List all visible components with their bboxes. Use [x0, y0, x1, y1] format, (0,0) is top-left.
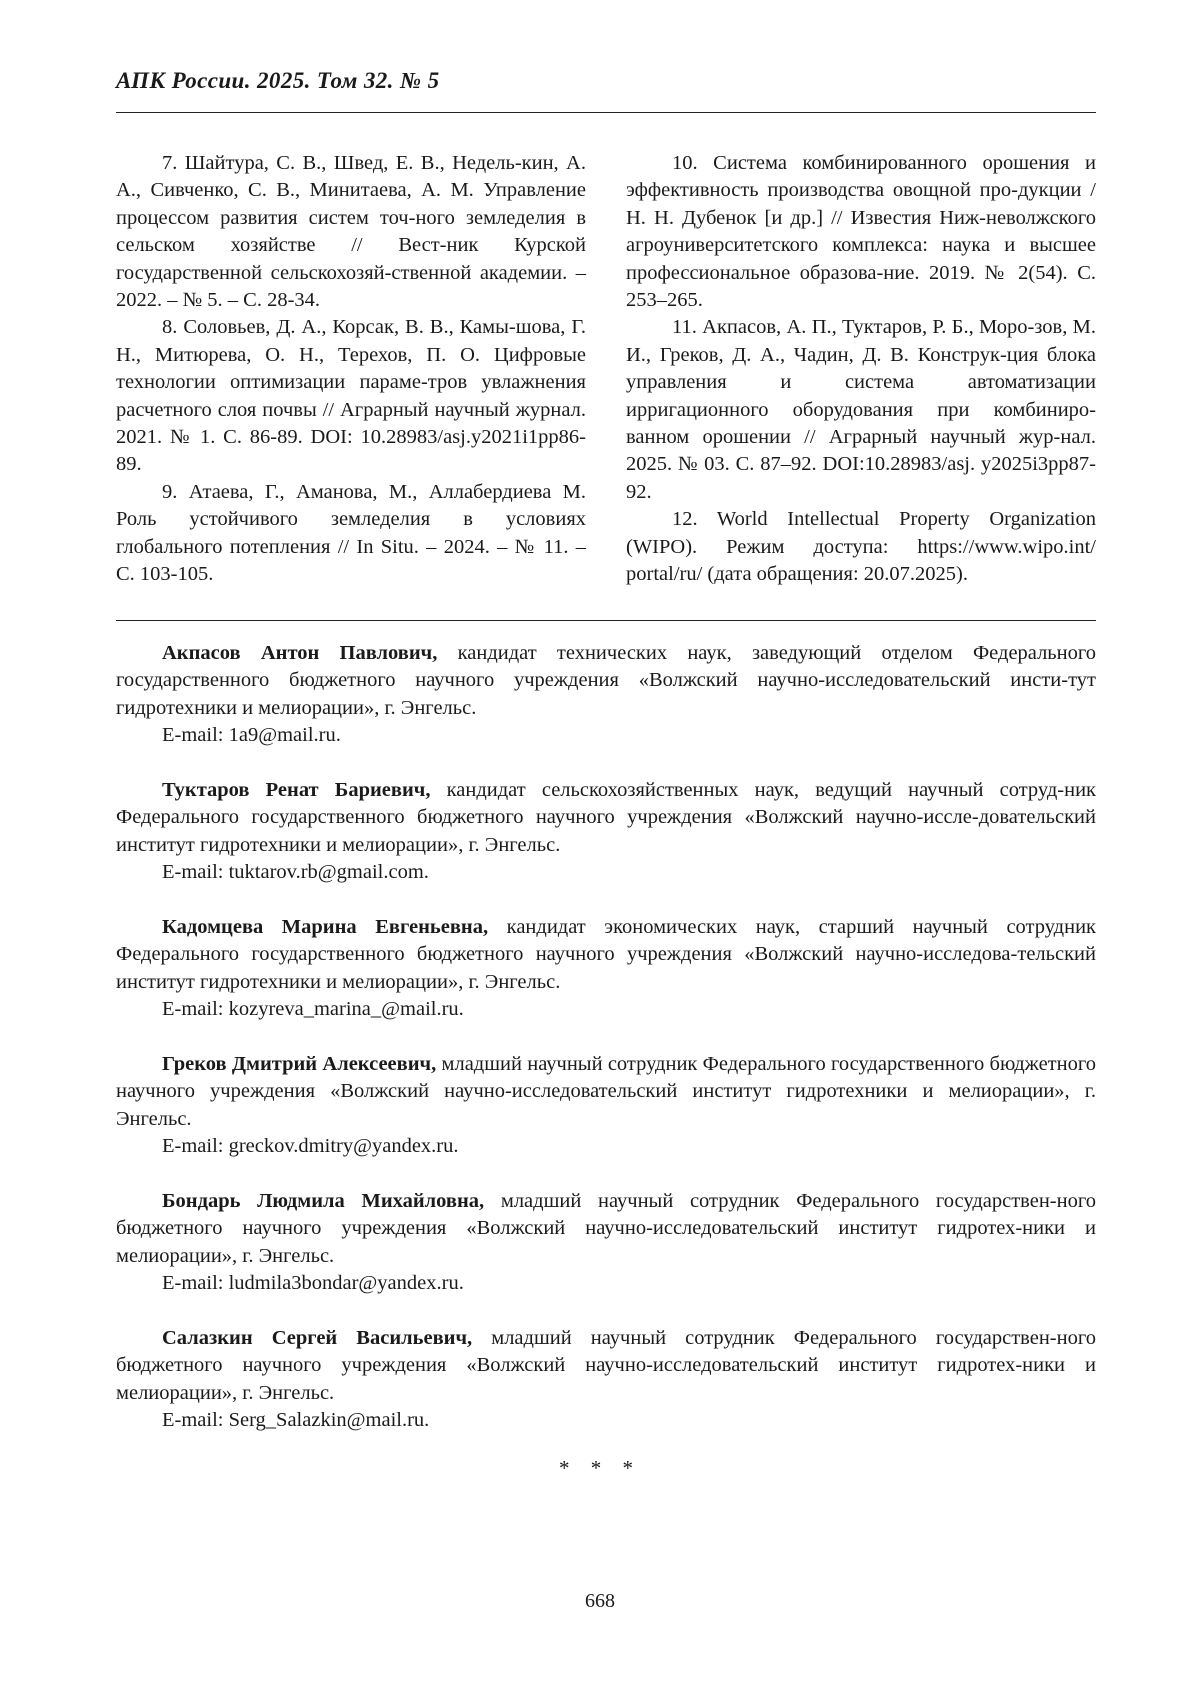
- author-email: E-mail: tuktarov.rb@gmail.com.: [162, 861, 429, 884]
- author-entry: [116, 1325, 1096, 1435]
- reference-item: 7. Шайтура, С. В., Швед, Е. В., Недель-кин, А. А., Сивченко, С. В., Минитаева, А. М. Управление процессом развития систем точ-ного земледелия в сельском хозяйстве // Вест-ник Курской государственной сельскохозяй-ственной академии. – 2022. – № 5. – С. 28-34.: [116, 152, 586, 312]
- author-email: E-mail: Serg_Salazkin@mail.ru.: [162, 1409, 430, 1432]
- references-left-column: [116, 150, 586, 589]
- section-divider: [116, 620, 1096, 621]
- reference-item: 9. Атаева, Г., Аманова, М., Аллабердиева М. Роль устойчивого земледелия в условиях глобального потепления // In Situ. – 2024. – № 11. – С. 103-105.: [116, 480, 586, 586]
- author-name: Акпасов Антон Павлович,: [162, 642, 438, 664]
- section-separator: * * *: [559, 1456, 641, 1480]
- reference-item: 10. Система комбинированного орошения и эффективность производства овощной про-дукции / Н. Н. Дубенок [и др.] // Известия Ниж-неволжского агроуниверситетского комплекса: наука и высшее профессиональное образова-ние. 2019. № 2(54). С. 253–265.: [626, 152, 1096, 312]
- author-list: [116, 640, 1096, 1462]
- author-name: Салазкин Сергей Васильевич,: [162, 1327, 473, 1350]
- reference-item: 8. Соловьев, Д. А., Корсак, В. В., Камы-шова, Г. Н., Митюрева, О. Н., Терехов, П. О. Цифровые технологии оптимизации параме-тров увлажнения расчетного слоя почвы // Аграрный научный журнал. 2021. № 1. С. 86-89. DOI: 10.28983/asj.y2021i1pp86-89.: [116, 316, 586, 476]
- author-entry: [116, 1051, 1096, 1161]
- author-email: E-mail: greckov.dmitry@yandex.ru.: [162, 1135, 459, 1158]
- author-email: E-mail: kozyreva_marina_@mail.ru.: [162, 998, 464, 1021]
- author-name: Бондарь Людмила Михайловна,: [162, 1190, 485, 1213]
- author-info: кандидат сельскохозяйственных наук, ведущий научный сотруд-ник Федерального государственного бюджетного научного учреждения «Волжский научно-иссле-довательский институт гидротехники и мелиорации», г. Энгельс.: [116, 779, 1096, 856]
- author-name: Туктаров Ренат Бариевич,: [162, 779, 431, 802]
- author-info: кандидат экономических наук, старший научный сотрудник Федерального государственного бюджетного научного учреждения «Волжский научно-исследова-тельский институт гидротехники и мелиорации», г. Энгельс.: [116, 916, 1097, 993]
- references-right-column: [626, 150, 1096, 589]
- header-divider: [116, 112, 1096, 113]
- author-info: кандидат технических наук, заведующий отделом Федерального государственного бюджетного научного учреждения «Волжский научно-исследовательский инсти-тут гидротехники и мелиорации», г. Энгельс.: [116, 642, 1097, 719]
- reference-item: 11. Акпасов, А. П., Туктаров, Р. Б., Моро-зов, М. И., Греков, Д. А., Чадин, Д. В. Конструк-ция блока управления и система автоматизации ирригационного оборудования при комбиниро-ванном орошении // Аграрный научный жур-нал. 2025. № 03. С. 87–92. DOI:10.28983/asj. y2025i3pp87-92.: [626, 316, 1096, 503]
- author-info: младший научный сотрудник Федерального государствен-ного бюджетного научного учреждения «Волжский научно-исследовательский институт гидротех-ники и мелиорации», г. Энгельс.: [116, 1327, 1096, 1404]
- author-name: Греков Дмитрий Алексеевич,: [162, 1053, 437, 1076]
- author-email: E-mail: 1a9@mail.ru.: [162, 724, 341, 747]
- author-info: младший научный сотрудник Федерального государствен-ного бюджетного научного учреждения «Волжский научно-исследовательский институт гидротех-ники и мелиорации», г. Энгельс.: [116, 1190, 1096, 1267]
- author-info: младший научный сотрудник Федерального государственного бюджетного научного учреждения «Волжский научно-исследовательский институт гидротехники и мелиорации», г. Энгельс.: [116, 1053, 1096, 1130]
- author-entry: [116, 777, 1096, 887]
- author-entry: [116, 1188, 1096, 1298]
- reference-item: 12. World Intellectual Property Organization (WIPO). Режим доступа: https://www.wipo.int/ portal/ru/ (дата обращения: 20.07.2025).: [626, 508, 1096, 586]
- author-name: Кадомцева Марина Евгеньевна,: [162, 916, 489, 939]
- author-entry: [116, 914, 1096, 1024]
- running-header: АПК России. 2025. Том 32. № 5: [116, 68, 440, 93]
- page-number: 668: [585, 1590, 615, 1612]
- author-email: E-mail: ludmila3bondar@yandex.ru.: [162, 1272, 464, 1295]
- author-entry: [116, 640, 1096, 750]
